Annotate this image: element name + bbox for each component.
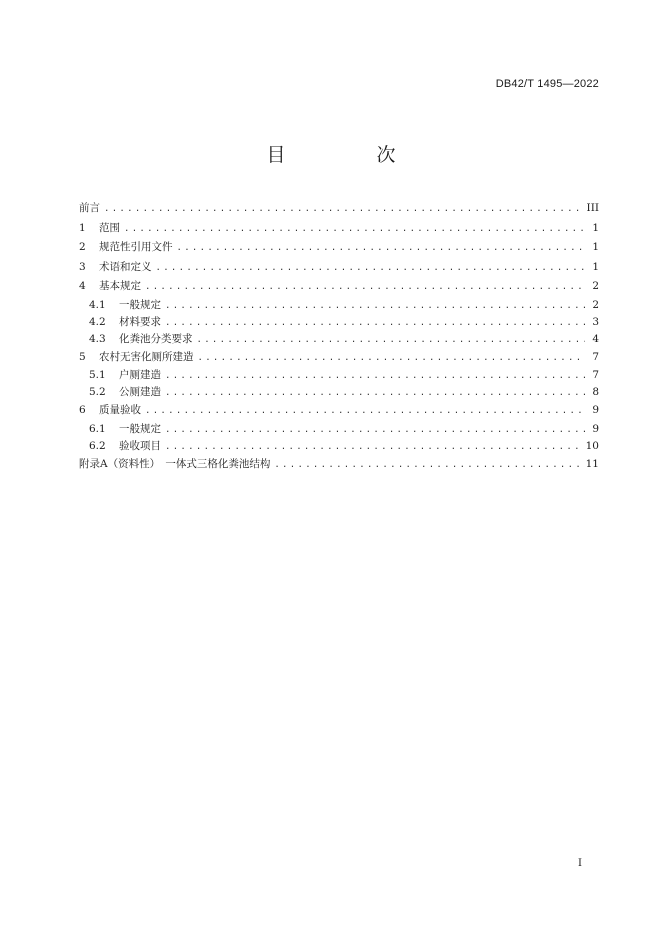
toc-leader-dots <box>274 456 581 476</box>
toc-entry-label: 范围 <box>99 221 120 234</box>
toc-leader-dots <box>165 298 585 315</box>
toc-leader-dots <box>165 439 582 456</box>
toc-entry[interactable] <box>79 258 599 278</box>
toc-entry[interactable] <box>79 219 599 239</box>
toc-entry[interactable] <box>79 199 599 219</box>
toc-entry-page: 9 <box>592 404 599 416</box>
toc-entry-page: III <box>586 202 599 214</box>
toc-entry[interactable] <box>79 455 599 475</box>
toc-entry-page: 1 <box>592 221 599 234</box>
toc-leader-dots <box>177 239 586 259</box>
toc-entry[interactable] <box>79 348 599 368</box>
toc-leader-dots <box>145 278 585 298</box>
table-of-contents <box>79 199 599 474</box>
toc-entry-label: 公厕建造 <box>119 386 161 398</box>
toc-entry[interactable] <box>79 277 599 297</box>
toc-entry-label: 户厕建造 <box>119 369 161 381</box>
toc-entry[interactable] <box>79 314 599 331</box>
toc-entry-label: 验收项目 <box>119 439 161 452</box>
toc-entry-page: 1 <box>592 241 599 253</box>
toc-entry[interactable] <box>79 384 599 401</box>
toc-leader-dots <box>197 332 586 349</box>
toc-entry-page: 11 <box>585 457 599 470</box>
toc-entry-label: 术语和定义 <box>99 260 152 273</box>
toc-entry-page: 2 <box>592 298 599 311</box>
toc-leader-dots <box>145 402 585 422</box>
toc-entry-page: 1 <box>592 260 599 273</box>
toc-leader-dots <box>165 385 585 402</box>
toc-entry[interactable] <box>79 438 599 455</box>
toc-entry-label: 化粪池分类要求 <box>119 332 193 345</box>
toc-leader-dots <box>165 422 585 439</box>
toc-entry-label: 前言 <box>79 202 100 214</box>
toc-entry-page: 8 <box>592 386 599 398</box>
toc-entry-number: 4.1 <box>89 298 106 311</box>
toc-entry-label: 附录A（资料性） 一体式三格化粪池结构 <box>79 457 271 470</box>
toc-entry[interactable] <box>79 331 599 348</box>
toc-entry-page: 9 <box>592 422 599 435</box>
toc-entry-label: 材料要求 <box>119 315 161 328</box>
toc-leader-dots <box>124 220 585 240</box>
toc-entry-number: 4.3 <box>89 332 106 345</box>
toc-entry-page: 2 <box>592 280 599 292</box>
toc-entry[interactable] <box>79 421 599 438</box>
toc-entry-number: 6.1 <box>89 422 106 435</box>
toc-entry-number: 3 <box>79 260 86 273</box>
toc-leader-dots <box>198 349 586 369</box>
page-title: 目 次 <box>266 144 432 166</box>
toc-entry-label: 一般规定 <box>119 422 161 435</box>
toc-entry-number: 2 <box>79 241 86 253</box>
document-code: DB42/T 1495—2022 <box>495 78 599 90</box>
toc-entry-page: 7 <box>592 369 599 381</box>
toc-entry-number: 4 <box>79 280 86 292</box>
toc-entry-number: 6 <box>79 404 86 416</box>
toc-entry[interactable] <box>79 238 599 258</box>
toc-entry-page: 4 <box>592 332 599 345</box>
toc-entry-page: 10 <box>585 439 599 452</box>
toc-entry-label: 农村无害化厕所建造 <box>99 350 194 363</box>
toc-entry-number: 5 <box>79 350 86 363</box>
toc-entry-page: 3 <box>592 315 599 328</box>
toc-entry[interactable] <box>79 401 599 421</box>
toc-entry[interactable] <box>79 367 599 384</box>
toc-entry-number: 5.2 <box>89 386 106 398</box>
toc-entry-label: 规范性引用文件 <box>99 241 173 253</box>
toc-entry-label: 质量验收 <box>99 404 141 416</box>
toc-leader-dots <box>165 315 585 332</box>
toc-leader-dots <box>156 259 586 279</box>
toc-entry-number: 5.1 <box>89 369 106 381</box>
page-number: I <box>578 858 582 869</box>
toc-entry-number: 6.2 <box>89 439 106 452</box>
toc-leader-dots <box>104 200 583 220</box>
toc-leader-dots <box>165 368 585 385</box>
toc-entry-number: 4.2 <box>89 315 106 328</box>
toc-entry-label: 基本规定 <box>99 280 141 292</box>
toc-entry-page: 7 <box>592 350 599 363</box>
toc-entry-label: 一般规定 <box>119 298 161 311</box>
toc-entry[interactable] <box>79 297 599 314</box>
toc-entry-number: 1 <box>79 221 86 234</box>
